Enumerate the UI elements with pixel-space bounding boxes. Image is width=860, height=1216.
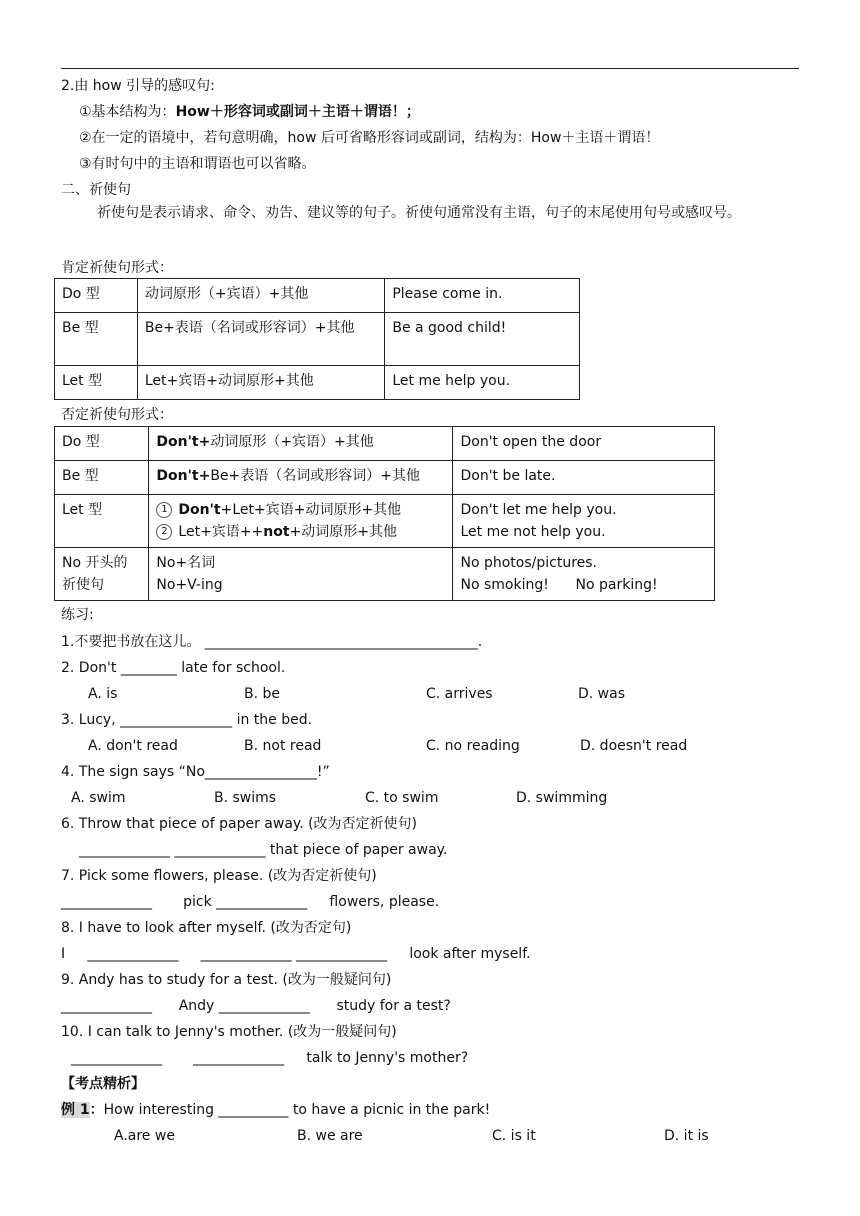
example-1-options <box>0 1126 860 1146</box>
option-a[interactable]: A.are we <box>114 1128 175 1144</box>
option-d[interactable]: D. doesn't read <box>580 738 688 754</box>
option-c[interactable]: C. arrives <box>426 686 493 702</box>
type-cell: Do 型 <box>55 279 138 313</box>
option-c[interactable]: C. to swim <box>365 790 439 806</box>
table-row <box>55 495 715 548</box>
question-8: 8. I have to look after myself. (改为否定句) <box>61 920 352 936</box>
example-cell <box>453 548 715 601</box>
question-7-answer[interactable]: _____________ pick _____________ flowers, please. <box>61 894 440 910</box>
table-row <box>55 366 580 400</box>
table-row <box>55 279 580 313</box>
option-b[interactable]: B. not read <box>244 738 322 754</box>
question-6-answer[interactable]: _____________ _____________ that piece of paper away. <box>79 842 448 858</box>
example-text: How interesting __________ to have a picnic in the park! <box>103 1102 491 1118</box>
point-1-prefix: ①基本结构为： <box>79 104 176 120</box>
exclaim-title: 2.由 how 引导的感叹句: <box>61 78 215 94</box>
option-d[interactable]: D. swimming <box>516 790 608 806</box>
form-cell <box>149 495 453 548</box>
form-cell: Be+表语（名词或形容词）+其他 <box>137 313 384 366</box>
example-cell: Don't be late. <box>453 461 715 495</box>
option-b[interactable]: B. swims <box>214 790 277 806</box>
exclaim-point-1 <box>79 102 420 122</box>
option-a[interactable]: A. is <box>88 686 118 702</box>
exclaim-point-2: ②在一定的语境中，若句意明确，how 后可省略形容词或副词，结构为：How＋主语＋谓语！ <box>79 130 660 146</box>
option-a[interactable]: A. don't read <box>88 738 178 754</box>
form-line: No+名词 <box>156 555 216 571</box>
type-cell: Be 型 <box>55 461 149 495</box>
example-line: Let me not help you. <box>460 524 606 540</box>
dont-keyword: Don't+ <box>156 434 211 450</box>
imperative-heading: 二、祈使句 <box>61 182 131 198</box>
let-form-2 <box>156 521 445 543</box>
imperative-intro: 祈使句是表示请求、命令、劝告、建议等的句子。祈使句通常没有主语，句子的末尾使用句号或感叹号。 <box>97 205 741 221</box>
question-10-answer[interactable]: _____________ _____________ talk to Jenny's mother? <box>71 1050 469 1066</box>
question-10: 10. I can talk to Jenny's mother. (改为一般疑问句) <box>61 1024 397 1040</box>
question-2: 2. Don't ________ late for school. <box>61 660 286 676</box>
dont-keyword: Don't+ <box>156 468 211 484</box>
table-row <box>55 548 715 601</box>
dont-keyword: Don't <box>178 502 221 518</box>
example-label: 例 1 <box>61 1102 90 1118</box>
option-c[interactable]: C. is it <box>492 1128 536 1144</box>
let-form-1 <box>156 499 445 521</box>
example-cell <box>453 495 715 548</box>
question-3-options <box>0 736 860 756</box>
form-cell <box>149 427 453 461</box>
type-cell: No 开头的祈使句 <box>55 548 149 601</box>
form-rest: 动词原形（+宾语）+其他 <box>210 434 374 450</box>
affirm-table <box>54 278 580 400</box>
form-cell <box>149 548 453 601</box>
form-rest: +Let+宾语+动词原形+其他 <box>220 502 402 518</box>
option-b[interactable]: B. be <box>244 686 281 702</box>
example-cell: Please come in. <box>385 279 580 313</box>
analysis-heading: 【考点精析】 <box>61 1076 145 1092</box>
example-cell: Be a good child! <box>385 313 580 366</box>
option-a[interactable]: A. swim <box>71 790 126 806</box>
example-line: Don't let me help you. <box>460 502 617 518</box>
form-cell: 动词原形（+宾语）+其他 <box>137 279 384 313</box>
form-rest: Be+表语（名词或形容词）+其他 <box>210 468 421 484</box>
table-row <box>55 313 580 366</box>
option-d[interactable]: D. was <box>578 686 626 702</box>
question-2-options <box>0 684 860 704</box>
question-8-answer[interactable]: I _____________ _____________ _____________ look after myself. <box>61 946 531 962</box>
point-1-structure: How＋形容词或副词＋主语＋谓语！； <box>175 104 420 120</box>
form-cell <box>149 461 453 495</box>
example-separator: ： <box>89 1102 104 1118</box>
question-9-answer[interactable]: _____________ Andy _____________ study for a test? <box>61 998 451 1014</box>
table-row <box>55 461 715 495</box>
question-1: 1.不要把书放在这儿。 _______________________________________. <box>61 634 483 650</box>
question-4: 4. The sign says “No________________!” <box>61 764 330 780</box>
example-line: No smoking! No parking! <box>460 577 658 593</box>
type-cell: Let 型 <box>55 495 149 548</box>
circled-number: 2 <box>156 524 172 540</box>
neg-caption: 否定祈使句形式： <box>61 407 173 423</box>
form-line: No+V-ing <box>156 577 223 593</box>
form-cell: Let+宾语+动词原形+其他 <box>137 366 384 400</box>
form-pre: Let+宾语++ <box>178 524 264 540</box>
exercises-heading: 练习: <box>61 607 94 623</box>
question-4-options <box>0 788 860 808</box>
question-6: 6. Throw that piece of paper away. (改为否定祈使句) <box>61 816 418 832</box>
neg-table <box>54 426 715 601</box>
type-cell: Do 型 <box>55 427 149 461</box>
option-b[interactable]: B. we are <box>297 1128 363 1144</box>
affirm-caption: 肯定祈使句形式： <box>61 260 173 276</box>
question-3: 3. Lucy, ________________ in the bed. <box>61 712 313 728</box>
question-9: 9. Andy has to study for a test. (改为一般疑问句) <box>61 972 392 988</box>
type-cell: Be 型 <box>55 313 138 366</box>
question-7: 7. Pick some flowers, please. (改为否定祈使句) <box>61 868 377 884</box>
table-row <box>55 427 715 461</box>
example-line: No photos/pictures. <box>460 555 598 571</box>
example-cell: Let me help you. <box>385 366 580 400</box>
form-rest: +动词原形+其他 <box>289 524 398 540</box>
circled-number: 1 <box>156 502 172 518</box>
option-d[interactable]: D. it is <box>664 1128 709 1144</box>
option-c[interactable]: C. no reading <box>426 738 520 754</box>
example-1 <box>61 1100 490 1120</box>
top-rule <box>61 68 799 69</box>
type-cell: Let 型 <box>55 366 138 400</box>
exclaim-point-3: ③有时句中的主语和谓语也可以省略。 <box>79 156 316 172</box>
example-cell: Don't open the door <box>453 427 715 461</box>
not-keyword: not <box>263 524 290 540</box>
